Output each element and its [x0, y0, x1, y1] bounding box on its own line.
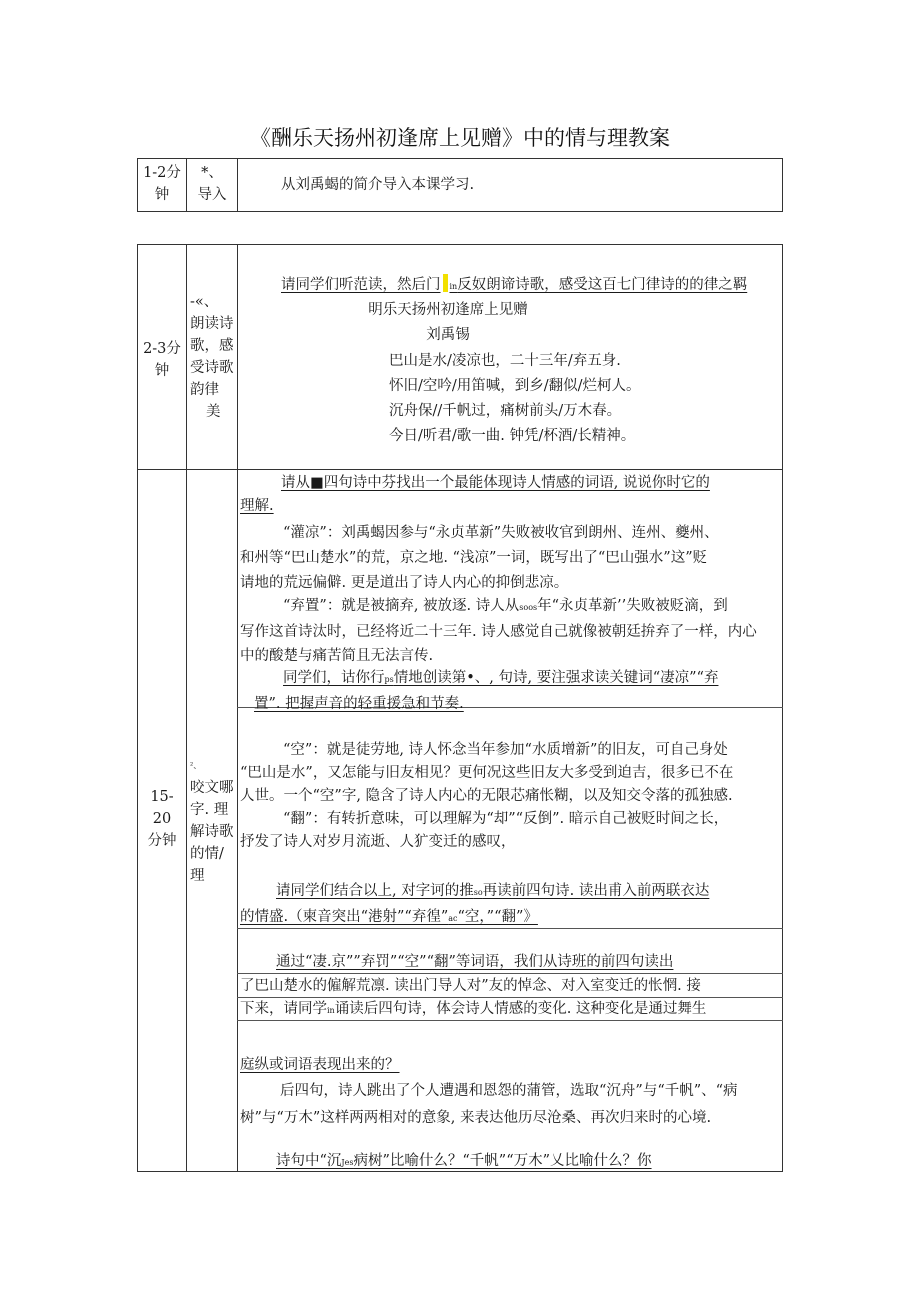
- question-2: 庭纵或词语表现出来的？: [240, 1057, 400, 1073]
- document-title: 《酬乐天扬州初逢席上见赠》中的情与理教案: [250, 126, 670, 150]
- poem-lines: 巴山是水/凌凉也，二十三年/弃五身. 怀旧/空吟/用笛喊，到乡/翻似/烂柯人。 沉舟保//千帆过，痛树前头/万木春。 今日/听君/歌一曲. 钟凭/杯酒/长精神。: [389, 353, 641, 444]
- question-1-end: 理解.: [240, 498, 274, 514]
- explain-liangliang: “灌凉”：刘禹蝎因参与“永贞革新”失败被收官到朗州、连州、夔州、 和州等“巴山楚水”的荒，京之地. “浅凉”一词，既写出了“巴山强水”这”贬 请地的荒远偏僻. 更是道出了诗人内心的抑倒悲凉。: [240, 525, 719, 591]
- summary-line-2: 了巴山楚水的僱解荒凛. 读出门导人对”友的悼念、对入室变迁的怅惘. 接: [240, 978, 701, 994]
- reading-instruction: 请同学们听范读，然后门 in反奴朗谛诗歌，感受这百七门律诗的的律之羁: [281, 274, 747, 298]
- reading-time: 2-3分 钟: [143, 341, 181, 379]
- analysis-time: 15- 20 分钟: [147, 789, 177, 849]
- poem-author: 刘禹锡: [426, 327, 470, 343]
- summary-line-1: 通过“凄.京””弃罚”“空”“翻”等词语，我们从诗班的前四句读出: [276, 954, 674, 970]
- intro-time: 1-2分 钟: [143, 165, 181, 203]
- poem-title: 明乐天扬州初逢席上见赠: [368, 302, 528, 318]
- highlight-mark: [443, 274, 448, 292]
- intro-step: *、 导入: [197, 165, 227, 203]
- question-3: 诗句中“沉Jes病树”比喻什么？“千帆”“万木”乂比喻什么？你: [276, 1153, 652, 1169]
- summary-line-3: 下来，请同学in诵读后四句诗，体会诗人情感的变化. 这种变化是通过舞生: [240, 1001, 707, 1017]
- explain-kong: “空”：就是徒劳地, 诗人怀念当年参加“水质增新”的旧友，可自己身处 “巴山是水”，又怎能与旧友相见？更何况这些旧友大多受到迫吉，很多已不在 人世。一个“空”字, 隐含了诗人内心的无限芯痛怅糊，以及知交令落的孤独感.: [240, 742, 734, 804]
- reading-task-2: 请同学们结合以上, 对字诃的推so再读前四句诗. 读出甫入前两联衣达 的情盛.（柬音突出“港射”“弃徨”ac“空，”“翻”》: [240, 883, 710, 925]
- explain-latter-lines: 后四句，诗人跳出了个人遭遇和恩怨的蒲管，选取“沉舟”与“千帆”、“病 树”与“万木”这样两两相对的意象, 来表达他历尽沧桑、再次归来时的心境.: [240, 1083, 738, 1126]
- intro-content: 从刘禹蝎的简介导入本课学习.: [281, 177, 475, 193]
- explain-fan: “翻”：有转折意味，可以理解为“却”“反倒”. 暗示自己被贬时间之长， 抒发了诗人对岁月流逝、人犷变迁的感叹，: [240, 811, 729, 850]
- question-1: 请从■四句诗中芬找出一个最能体现诗人情感的词语, 说说你时它的: [281, 475, 710, 491]
- reading-step: -«、 朗读诗 歌，感 受诗歌 韵律 美: [190, 294, 234, 420]
- analysis-step: ²、 咬文哪 字. 理 解诗歌 的情/ 理: [190, 761, 234, 884]
- reading-task-1: 同学们，诂你行ps情地创读第•、, 句诗, 要注强求读关键词“凄凉”“弃 置”. 把握声音的轻重援急和节奏.: [254, 670, 719, 712]
- explain-qizhi: “弃置”：就是被摘弃, 被放逐. 诗人从soos年“永贞革新’’失败被贬滴，到 写作这首诗汰时，已经将近二十三年. 诗人感觉自己就像被朝廷拚弃了一样，内心 中的酸楚与痛苦简且无法言传.: [240, 598, 757, 664]
